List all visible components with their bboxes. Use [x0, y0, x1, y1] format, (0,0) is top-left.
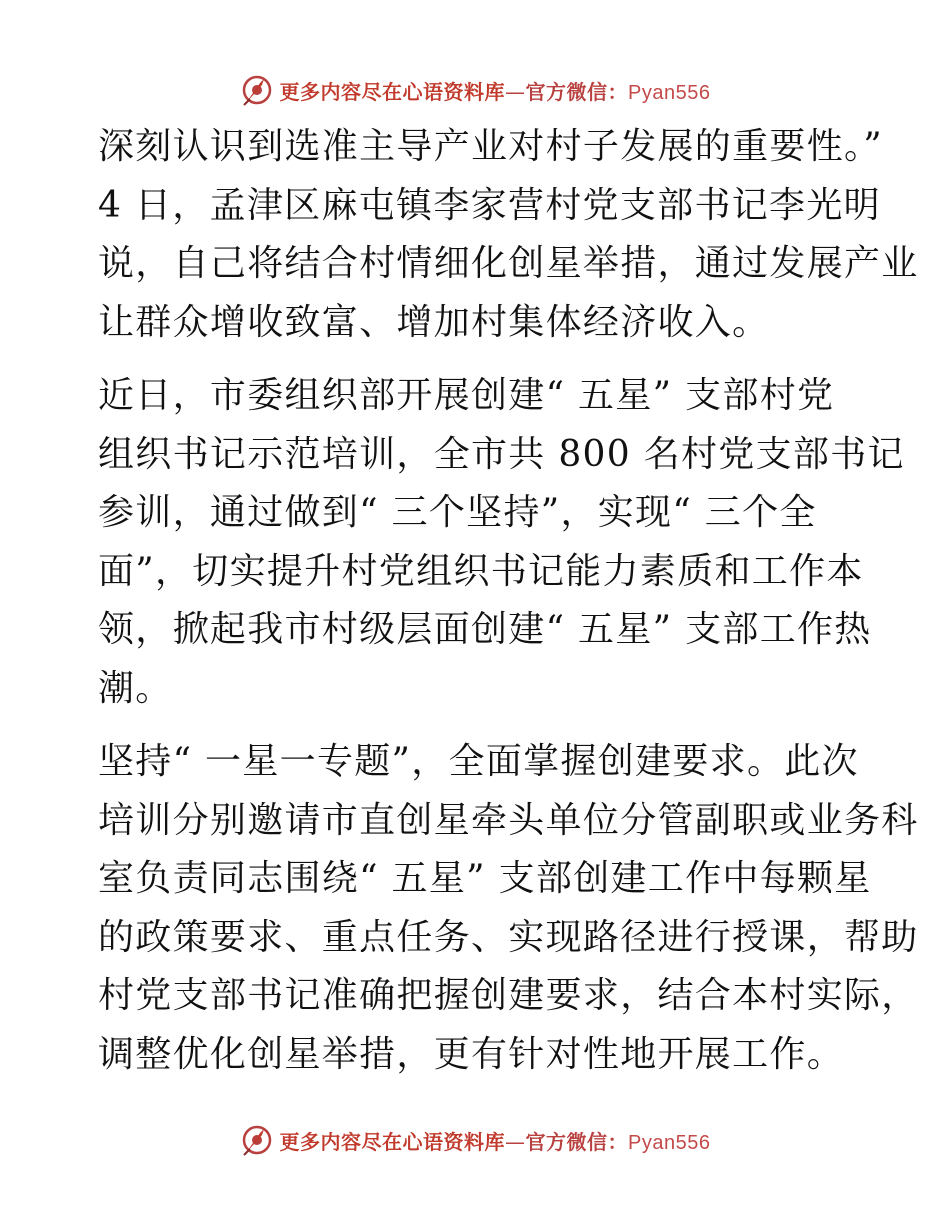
watermark-brand: 更多内容尽在心语资料库	[279, 1129, 506, 1154]
footer-watermark	[0, 1120, 950, 1160]
text-line: 4 日，孟津区麻屯镇李家营村党支部书记李光明	[98, 184, 881, 226]
text-line: 组织书记示范培训，全市共 800 名村党支部书记	[98, 433, 905, 475]
quill-seal-icon	[240, 73, 274, 107]
watermark-handle: Pyan556	[628, 1131, 711, 1154]
paragraph	[98, 733, 919, 1084]
text-line: 说，自己将结合村情细化创星举措，通过发展产业	[98, 243, 919, 284]
text-line: 调整优化创星举措，更有针对性地开展工作。	[98, 1033, 845, 1075]
text-line: 参训，通过做到“ 三个坚持”，实现“ 三个全	[98, 492, 817, 533]
watermark-label: 官方微信：	[525, 79, 629, 104]
text-line: 让群众增收致富、增加村集体经济收入。	[98, 301, 770, 343]
watermark-brand: 更多内容尽在心语资料库	[279, 79, 506, 104]
text-line: 领，掀起我市村级层面创建“ 五星” 支部工作热	[98, 609, 872, 650]
paragraph	[98, 367, 905, 718]
watermark-text	[280, 1126, 711, 1155]
text-line: 培训分别邀请市直创星牵头单位分管副职或业务科	[98, 799, 919, 841]
watermark-handle: Pyan556	[628, 81, 711, 104]
text-line: 深刻认识到选准主导产业对村子发展的重要性。”	[98, 126, 884, 167]
watermark-separator: —	[505, 1129, 526, 1154]
article-body	[98, 118, 919, 1084]
text-line: 近日，市委组织部开展创建“ 五星” 支部村党	[98, 375, 835, 416]
header-watermark	[0, 70, 950, 110]
watermark-label: 官方微信：	[525, 1129, 629, 1154]
text-line: 室负责同志围绕“ 五星” 支部创建工作中每颗星	[98, 858, 872, 899]
text-line: 坚持“ 一星一专题”，全面掌握创建要求。此次	[98, 741, 859, 782]
text-line: 的政策要求、重点任务、实现路径进行授课，帮助	[98, 916, 919, 958]
text-line: 潮。	[98, 667, 173, 709]
text-line: 村党支部书记准确把握创建要求，结合本村实际，	[98, 975, 919, 1016]
watermark-separator: —	[505, 79, 526, 104]
paragraph	[98, 118, 919, 352]
text-line: 面”，切实提升村党组织书记能力素质和工作本	[98, 550, 864, 592]
watermark-text	[280, 76, 711, 105]
quill-seal-icon	[240, 1123, 274, 1157]
